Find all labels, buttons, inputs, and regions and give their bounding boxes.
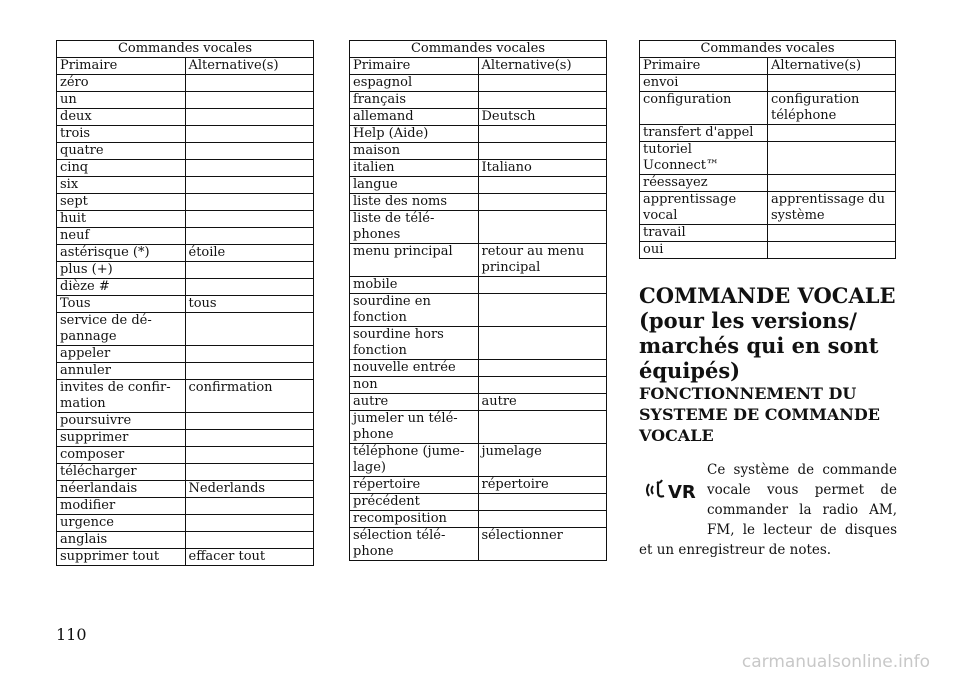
primary-command-cell: sept <box>57 194 186 211</box>
primary-command-cell: appeler <box>57 346 186 363</box>
table-row <box>640 225 896 242</box>
primary-command-cell: poursuivre <box>57 413 186 430</box>
alternative-command-cell: autre <box>478 394 607 411</box>
table-row <box>350 377 607 394</box>
alternative-command-cell <box>185 279 314 296</box>
alternative-command-cell: retour au menu principal <box>478 244 607 277</box>
table-row <box>57 363 314 380</box>
section-heading: COMMANDE VOCALE (pour les versions/ marchés qui en sont équipés) <box>639 283 896 383</box>
table-row <box>640 142 896 175</box>
table-row <box>350 211 607 244</box>
table-row <box>57 413 314 430</box>
alternative-command-cell <box>185 413 314 430</box>
primary-command-cell: tutoriel Uconnect™ <box>640 142 768 175</box>
primary-command-cell: téléphone (jume- lage) <box>350 444 479 477</box>
table-row <box>57 498 314 515</box>
alternative-command-cell <box>185 430 314 447</box>
alternative-command-cell <box>185 346 314 363</box>
primary-command-cell: répertoire <box>350 477 479 494</box>
alternative-command-cell <box>185 498 314 515</box>
primary-command-cell: huit <box>57 211 186 228</box>
table-row <box>57 549 314 566</box>
primary-command-cell: sélection télé- phone <box>350 528 479 561</box>
table-row <box>57 532 314 549</box>
primary-command-cell: supprimer <box>57 430 186 447</box>
primary-command-cell: précédent <box>350 494 479 511</box>
table-row <box>350 143 607 160</box>
table-row <box>640 192 896 225</box>
primary-command-cell: modifier <box>57 498 186 515</box>
table-row <box>57 279 314 296</box>
table-row <box>350 126 607 143</box>
alternative-command-cell <box>185 194 314 211</box>
primary-command-cell: Tous <box>57 296 186 313</box>
alternative-command-cell <box>478 377 607 394</box>
primary-command-cell: jumeler un télé- phone <box>350 411 479 444</box>
alternative-command-cell <box>185 447 314 464</box>
alternative-command-cell: effacer tout <box>185 549 314 566</box>
table-row <box>350 109 607 126</box>
primary-command-cell: trois <box>57 126 186 143</box>
alternative-command-cell <box>768 225 896 242</box>
table-row <box>350 477 607 494</box>
table-row <box>350 177 607 194</box>
primary-command-cell: allemand <box>350 109 479 126</box>
primary-command-cell: sourdine en fonction <box>350 294 479 327</box>
table-caption: Commandes vocales <box>56 40 314 57</box>
table-row <box>350 528 607 561</box>
voice-commands-table-3 <box>639 40 896 259</box>
alternative-command-cell <box>185 211 314 228</box>
primary-command-cell: Help (Aide) <box>350 126 479 143</box>
alternative-command-cell: étoile <box>185 245 314 262</box>
table-row <box>57 143 314 160</box>
alternative-command-cell: répertoire <box>478 477 607 494</box>
alternative-command-cell <box>478 494 607 511</box>
primary-command-cell: mobile <box>350 277 479 294</box>
alternative-command-cell <box>185 109 314 126</box>
table-caption: Commandes vocales <box>639 40 896 57</box>
table-row <box>640 242 896 259</box>
column-header-alternatives: Alternative(s) <box>478 58 607 75</box>
table-row <box>350 327 607 360</box>
primary-command-cell: espagnol <box>350 75 479 92</box>
table-row <box>57 313 314 346</box>
table-row <box>57 177 314 194</box>
alternative-command-cell <box>185 126 314 143</box>
primary-command-cell: anglais <box>57 532 186 549</box>
primary-command-cell: sourdine hors fonction <box>350 327 479 360</box>
table-row <box>57 160 314 177</box>
table-row <box>350 244 607 277</box>
table-row <box>640 92 896 125</box>
alternative-command-cell <box>478 277 607 294</box>
alternative-command-cell <box>768 142 896 175</box>
alternative-command-cell <box>185 313 314 346</box>
table-row <box>350 360 607 377</box>
alternative-command-cell: confirmation <box>185 380 314 413</box>
primary-command-cell: télécharger <box>57 464 186 481</box>
table-row <box>350 411 607 444</box>
alternative-command-cell <box>768 242 896 259</box>
primary-command-cell: maison <box>350 143 479 160</box>
alternative-command-cell <box>478 143 607 160</box>
primary-command-cell: six <box>57 177 186 194</box>
table-row <box>350 294 607 327</box>
alternative-command-cell <box>185 75 314 92</box>
primary-command-cell: invites de confir- mation <box>57 380 186 413</box>
alternative-command-cell: Nederlands <box>185 481 314 498</box>
alternative-command-cell: apprentissage du système <box>768 192 896 225</box>
table-row <box>57 262 314 279</box>
alternative-command-cell <box>478 511 607 528</box>
table-row <box>57 211 314 228</box>
alternative-command-cell <box>478 360 607 377</box>
primary-command-cell: français <box>350 92 479 109</box>
primary-command-cell: urgence <box>57 515 186 532</box>
primary-command-cell: nouvelle entrée <box>350 360 479 377</box>
primary-command-cell: envoi <box>640 75 768 92</box>
primary-command-cell: cinq <box>57 160 186 177</box>
alternative-command-cell <box>478 177 607 194</box>
column-header-alternatives: Alternative(s) <box>768 58 896 75</box>
alternative-command-cell <box>185 92 314 109</box>
primary-command-cell: menu principal <box>350 244 479 277</box>
alternative-command-cell <box>478 92 607 109</box>
table-row <box>350 511 607 528</box>
alternative-command-cell <box>185 228 314 245</box>
alternative-command-cell <box>185 177 314 194</box>
primary-command-cell: annuler <box>57 363 186 380</box>
primary-command-cell: un <box>57 92 186 109</box>
table-row <box>57 228 314 245</box>
table-row <box>57 430 314 447</box>
column-header-primary: Primaire <box>640 58 768 75</box>
primary-command-cell: supprimer tout <box>57 549 186 566</box>
table-row <box>57 126 314 143</box>
alternative-command-cell: tous <box>185 296 314 313</box>
table-row <box>57 75 314 92</box>
primary-command-cell: apprentissage vocal <box>640 192 768 225</box>
alternative-command-cell <box>185 464 314 481</box>
watermark: carmanualsonline.info <box>741 652 930 672</box>
page-number: 110 <box>56 625 87 644</box>
alternative-command-cell <box>478 75 607 92</box>
primary-command-cell: liste de télé- phones <box>350 211 479 244</box>
primary-command-cell: néerlandais <box>57 481 186 498</box>
primary-command-cell: service de dé- pannage <box>57 313 186 346</box>
alternative-command-cell: jumelage <box>478 444 607 477</box>
primary-command-cell: recomposition <box>350 511 479 528</box>
primary-command-cell: autre <box>350 394 479 411</box>
primary-command-cell: configuration <box>640 92 768 125</box>
table-caption: Commandes vocales <box>349 40 607 57</box>
alternative-command-cell: configuration téléphone <box>768 92 896 125</box>
voice-commands-table-2 <box>349 40 607 561</box>
primary-command-cell: réessayez <box>640 175 768 192</box>
table-header-row <box>640 58 896 75</box>
alternative-command-cell <box>478 294 607 327</box>
primary-command-cell: composer <box>57 447 186 464</box>
table-row <box>57 109 314 126</box>
table-header-row <box>350 58 607 75</box>
column-header-alternatives: Alternative(s) <box>185 58 314 75</box>
icon-label: VR <box>668 482 696 503</box>
table-row <box>57 245 314 262</box>
alternative-command-cell <box>478 411 607 444</box>
primary-command-cell: liste des noms <box>350 194 479 211</box>
alternative-command-cell <box>185 262 314 279</box>
table-row <box>350 494 607 511</box>
voice-commands-table-1 <box>56 40 314 566</box>
table-row <box>350 277 607 294</box>
primary-command-cell: plus (+) <box>57 262 186 279</box>
alternative-command-cell <box>185 532 314 549</box>
table-row <box>57 380 314 413</box>
alternative-command-cell: sélectionner <box>478 528 607 561</box>
primary-command-cell: astérisque (*) <box>57 245 186 262</box>
alternative-command-cell <box>478 211 607 244</box>
primary-command-cell: zéro <box>57 75 186 92</box>
alternative-command-cell <box>185 143 314 160</box>
table-row <box>350 394 607 411</box>
table-row <box>57 447 314 464</box>
alternative-command-cell <box>768 75 896 92</box>
table-row <box>350 75 607 92</box>
alternative-command-cell <box>768 175 896 192</box>
table-row <box>350 194 607 211</box>
primary-command-cell: oui <box>640 242 768 259</box>
primary-command-cell: travail <box>640 225 768 242</box>
primary-command-cell: italien <box>350 160 479 177</box>
table-row <box>640 75 896 92</box>
table-row <box>57 346 314 363</box>
table-row <box>57 515 314 532</box>
alternative-command-cell <box>478 126 607 143</box>
alternative-command-cell <box>185 160 314 177</box>
alternative-command-cell <box>768 125 896 142</box>
primary-command-cell: langue <box>350 177 479 194</box>
primary-command-cell: dièze # <box>57 279 186 296</box>
table-row <box>640 125 896 142</box>
primary-command-cell: non <box>350 377 479 394</box>
column-header-primary: Primaire <box>350 58 479 75</box>
table-row <box>57 481 314 498</box>
primary-command-cell: deux <box>57 109 186 126</box>
table-row <box>57 296 314 313</box>
table-row <box>640 175 896 192</box>
alternative-command-cell <box>478 194 607 211</box>
alternative-command-cell: Deutsch <box>478 109 607 126</box>
body-paragraph: Ce système de commande vocale vous permet de commander la radio AM, FM, le lecteur de disques et un enregistreur de notes. <box>639 462 897 558</box>
primary-command-cell: transfert d'appel <box>640 125 768 142</box>
alternative-command-cell <box>185 515 314 532</box>
table-row <box>57 464 314 481</box>
primary-command-cell: neuf <box>57 228 186 245</box>
table-row <box>350 444 607 477</box>
subsection-heading: FONCTIONNEMENT DU SYSTEME DE COMMANDE VOCALE <box>639 384 880 445</box>
alternative-command-cell <box>478 327 607 360</box>
column-header-primary: Primaire <box>57 58 186 75</box>
table-row <box>350 92 607 109</box>
alternative-command-cell: Italiano <box>478 160 607 177</box>
table-row <box>57 194 314 211</box>
table-header-row <box>57 58 314 75</box>
alternative-command-cell <box>185 363 314 380</box>
table-row <box>57 92 314 109</box>
primary-command-cell: quatre <box>57 143 186 160</box>
table-row <box>350 160 607 177</box>
